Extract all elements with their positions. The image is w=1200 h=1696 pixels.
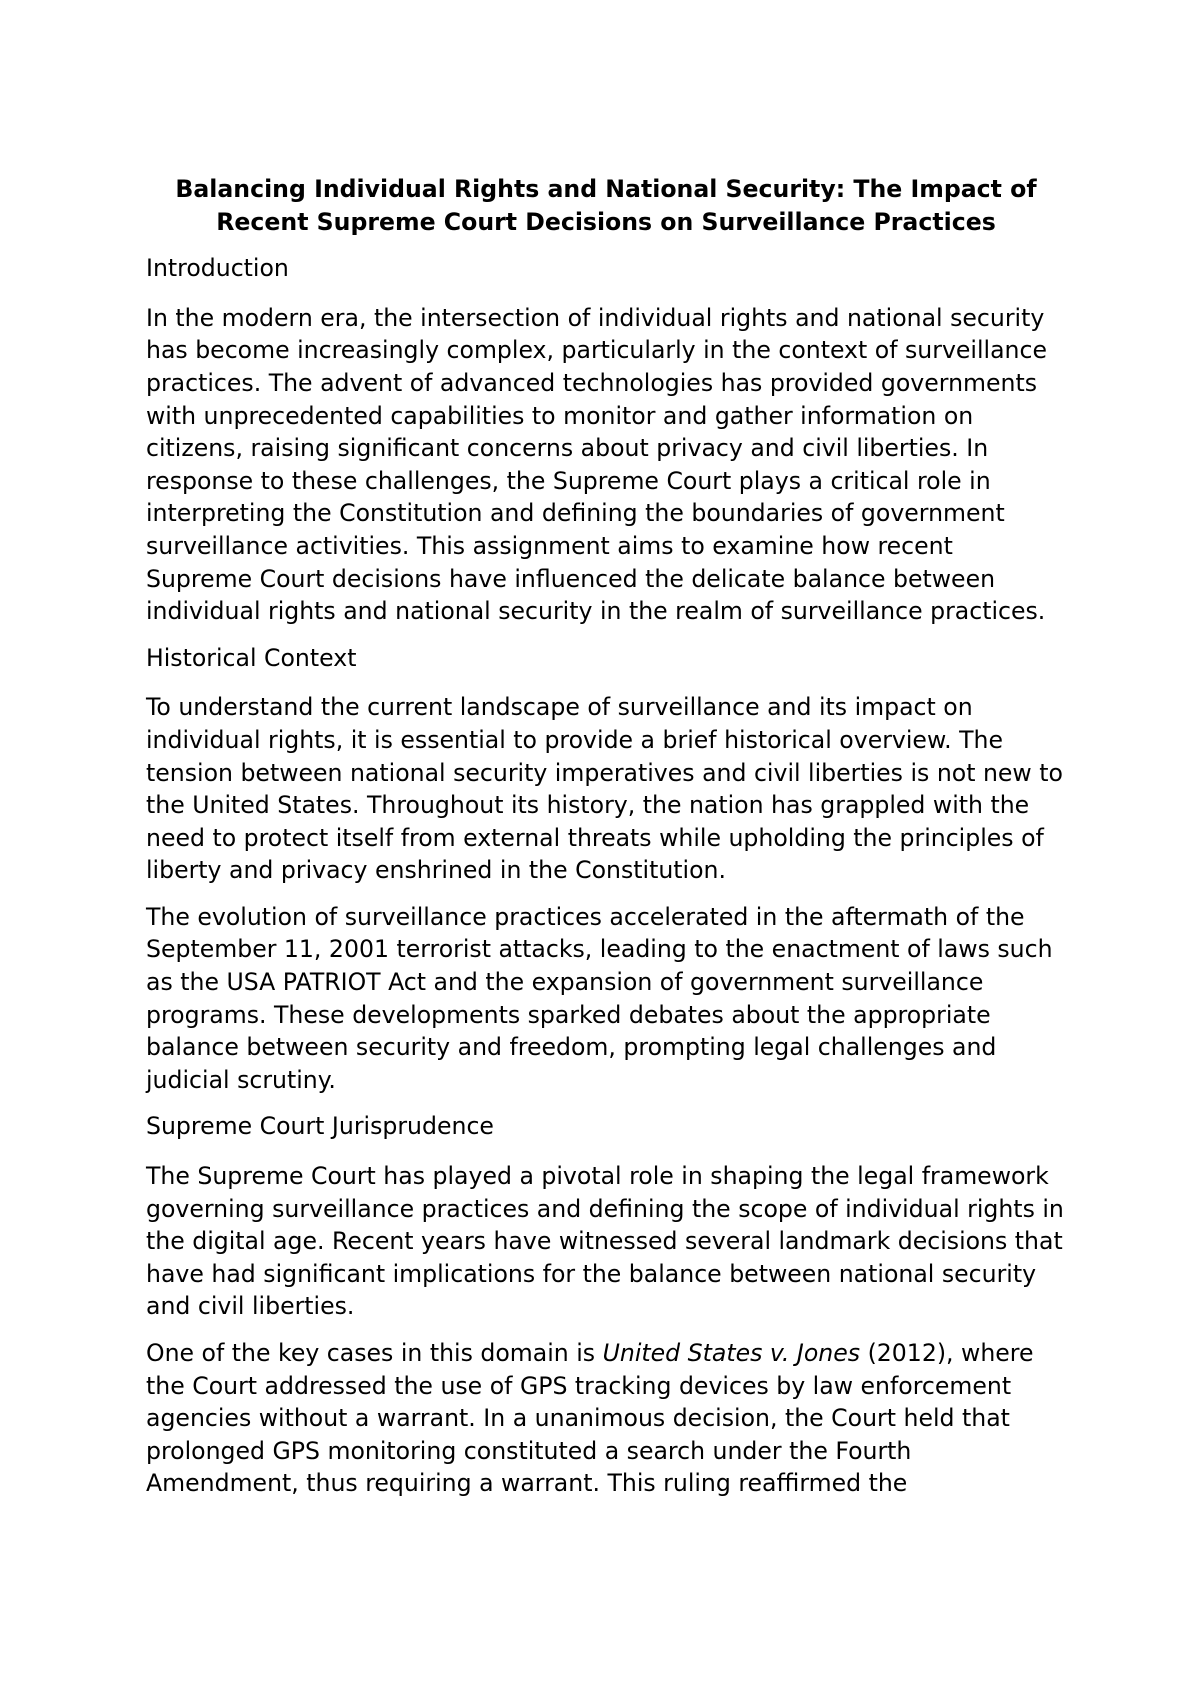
introduction-paragraph: In the modern era, the intersection of individual rights and national security has become increasingly complex, particularly in the context of surveillance practices. The advent of advanced technologies has provided governments with unprecedented capabilities to monitor and gather information on citizens, raising significant concerns about privacy and civil liberties. In response to these challenges, the Supreme Court plays a critical role in interpreting the Constitution and defining the boundaries of government surveillance activities. This assignment aims to examine how recent Supreme Court decisions have influenced the delicate balance between individual rights and national security in the realm of surveillance practices. [146,303,1047,626]
document-body [146,173,1066,1514]
historical-context-paragraph-1: To understand the current landscape of surveillance and its impact on individual rights, it is essential to provide a brief historical overview. The tension between national security imperatives and civil liberties is not new to the United States. Throughout its history, the nation has grappled with the need to protect itself from external threats while upholding the principles of liberty and privacy enshrined in the Constitution. [146,693,1063,885]
case-text-after: (2012), where the Court addressed the use of GPS tracking devices by law enforcement agencies without a warrant. In a unanimous decision, the Court held that prolonged GPS monitoring constituted a search under the Fourth Amendment, thus requiring a warrant. This ruling reaffirmed the [146,1339,1034,1498]
jurisprudence-paragraph-1: The Supreme Court has played a pivotal role in shaping the legal framework governing surveillance practices and defining the scope of individual rights in the digital age. Recent years have witnessed several landmark decisions that have had significant implications for the balance between national security and civil liberties. [146,1162,1064,1321]
case-text-before: One of the key cases in this domain is [146,1339,603,1367]
title-line-1: Balancing Individual Rights and National Security: The Impact of [175,175,1037,203]
case-name: United States v. Jones [602,1339,861,1367]
historical-context-paragraph-2: The evolution of surveillance practices accelerated in the aftermath of the September 11, 2001 terrorist attacks, leading to the enactment of laws such as the USA PATRIOT Act and the expansion of government surveillance programs. These developments sparked debates about the appropriate balance between security and freedom, prompting legal challenges and judicial scrutiny. [146,902,1053,1094]
jurisprudence-paragraph-2 [146,1337,1066,1500]
document-title [146,173,1066,238]
section-heading-introduction: Introduction [146,254,289,283]
title-line-2: Recent Supreme Court Decisions on Surveillance Practices [216,207,996,236]
section-heading-historical-context: Historical Context [146,643,357,672]
section-heading-supreme-court-jurisprudence: Supreme Court Jurisprudence [146,1112,494,1141]
